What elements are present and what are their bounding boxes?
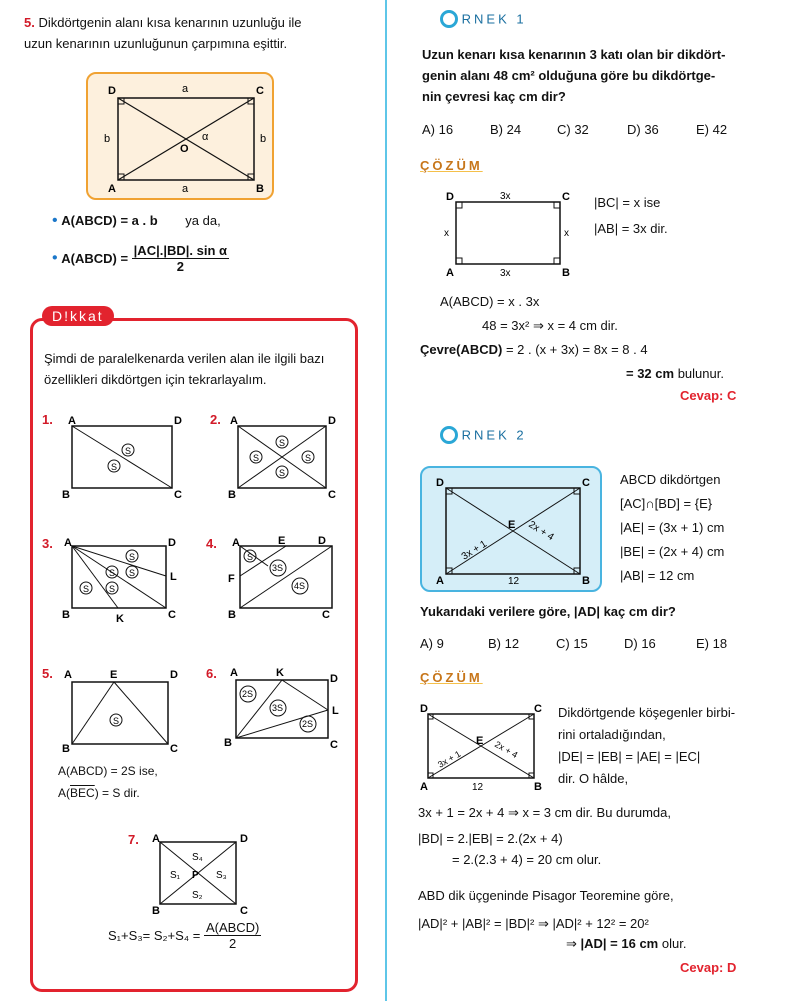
dikkat-fig4 xyxy=(206,536,346,626)
svg-text:2S: 2S xyxy=(242,689,254,699)
fig5-note xyxy=(58,760,158,804)
column-divider xyxy=(385,0,387,1001)
cozum2-figure xyxy=(414,700,544,799)
item5-text xyxy=(24,12,374,54)
svg-text:A: A xyxy=(446,267,454,279)
item5-number: 5. xyxy=(24,15,35,30)
dikkat-num-1: 1. xyxy=(42,412,53,427)
svg-text:D: D xyxy=(174,415,182,427)
cozum1-l3: Çevre(ABCD) = 2 . (x + 3x) = 8x = 8 . 4 xyxy=(420,342,648,357)
svg-text:E: E xyxy=(508,519,516,531)
svg-text:S: S xyxy=(247,552,254,562)
dikkat-intro xyxy=(44,348,344,390)
svg-text:A: A xyxy=(420,781,428,793)
svg-text:A: A xyxy=(68,415,76,427)
label-a-top: a xyxy=(182,83,189,95)
eq7-lhs: S₁+S₃= S₂+S₄ = xyxy=(108,928,201,943)
formula1-rhs: ya da, xyxy=(185,213,221,228)
svg-text:K: K xyxy=(276,667,284,679)
dikkat-fig3 xyxy=(42,536,182,626)
svg-text:B: B xyxy=(562,267,570,279)
ornek2-heading xyxy=(440,426,527,444)
svg-text:A: A xyxy=(230,415,238,427)
formula-area-sin: • A(ABCD) = $\frac{\text{|AC|.|BD|. sin α}}{2}$ xyxy=(52,243,227,274)
svg-text:A: A xyxy=(64,669,72,681)
svg-text:S: S xyxy=(279,468,286,478)
label-b-left: b xyxy=(104,133,111,145)
svg-text:C: C xyxy=(240,905,248,917)
ornek2-option-d[interactable]: D) 16 xyxy=(624,636,656,651)
formula2-den: 2 xyxy=(176,259,184,274)
svg-text:C: C xyxy=(328,489,336,501)
cozum1-given: |BC| = x ise |AB| = 3x dir. xyxy=(594,195,668,236)
ornek2-option-c[interactable]: C) 15 xyxy=(556,636,588,651)
svg-text:C: C xyxy=(582,477,590,489)
svg-text:B: B xyxy=(62,743,70,755)
cozum1-answer: Cevap: C xyxy=(680,388,737,403)
svg-text:S: S xyxy=(129,552,136,562)
label-b-right: b xyxy=(260,133,267,145)
svg-text:S: S xyxy=(109,584,116,594)
formula-area-ab: • A(ABCD) = a . b ya da, xyxy=(52,212,221,229)
cozum1-l1: A(ABCD) = x . 3x xyxy=(440,294,540,309)
svg-text:C: C xyxy=(322,609,330,621)
formula2-num: |AC|.|BD|. sin α xyxy=(133,243,227,258)
cozum2-l3: = 2.(2.3 + 4) = 20 cm olur. xyxy=(452,852,602,867)
dikkat-fig2 xyxy=(210,412,350,502)
ornek2-title: RNEK 2 xyxy=(461,427,527,443)
cozum2-answer: Cevap: D xyxy=(680,960,737,975)
svg-text:2x + 4: 2x + 4 xyxy=(493,739,520,761)
svg-text:3x + 1: 3x + 1 xyxy=(436,748,463,770)
svg-text:S: S xyxy=(125,446,132,456)
svg-text:S₄: S₄ xyxy=(192,852,203,863)
dikkat-num-4: 4. xyxy=(206,536,217,551)
svg-text:3x + 1: 3x + 1 xyxy=(459,538,489,563)
ornek-o-icon xyxy=(440,10,458,28)
eq7-fraction: $\frac{\text{A(ABCD)}}{2}$ xyxy=(205,920,260,951)
label-alpha: α xyxy=(202,131,209,143)
ornek2-option-b[interactable]: B) 12 xyxy=(488,636,520,651)
svg-text:2S: 2S xyxy=(302,719,314,729)
svg-text:E: E xyxy=(476,735,484,747)
rectangle-diagonals-diagram xyxy=(88,74,272,198)
svg-text:C: C xyxy=(562,191,570,203)
svg-text:D: D xyxy=(446,191,454,203)
svg-text:D: D xyxy=(168,537,176,549)
svg-text:A: A xyxy=(64,537,72,549)
item5-line2: uzun kenarının uzunluğunun çarpımına eşittir. xyxy=(24,36,288,51)
dikkat-fig1 xyxy=(42,412,182,502)
ornek1-option-c[interactable]: C) 32 xyxy=(557,122,589,137)
svg-text:A: A xyxy=(436,575,444,587)
svg-text:B: B xyxy=(224,737,232,749)
dikkat-num-3: 3. xyxy=(42,536,53,551)
eq7 xyxy=(108,920,261,951)
svg-text:C: C xyxy=(330,739,338,751)
svg-text:S: S xyxy=(113,716,120,726)
svg-text:S: S xyxy=(129,568,136,578)
svg-text:D: D xyxy=(170,669,178,681)
svg-text:12: 12 xyxy=(508,576,520,587)
fig5-note-b: $A(\overline{BEC}) = S$ dir. xyxy=(58,786,140,800)
ornek1-heading xyxy=(440,10,527,28)
ornek1-question: Uzun kenarı kısa kenarının 3 katı olan bir dikdört- genin alanı 48 cm² olduğuna göre bu dikdörtge- nin çevresi kaç cm dir? xyxy=(422,47,726,104)
svg-text:3x: 3x xyxy=(500,268,511,279)
svg-text:L: L xyxy=(170,571,177,583)
cozum2-title: ÇÖZÜM xyxy=(420,670,483,685)
label-A: A xyxy=(108,183,116,195)
cozum1-l4: = 32 cm bulunur. xyxy=(626,366,724,381)
dikkat-num-2: 2. xyxy=(210,412,221,427)
svg-text:D: D xyxy=(330,673,338,685)
svg-text:K: K xyxy=(116,613,124,625)
svg-text:B: B xyxy=(582,575,590,587)
ornek1-option-e[interactable]: E) 42 xyxy=(696,122,728,137)
svg-text:S: S xyxy=(253,453,260,463)
svg-text:3S: 3S xyxy=(272,703,284,713)
ornek1-option-d[interactable]: D) 36 xyxy=(627,122,659,137)
label-B: B xyxy=(256,183,264,195)
svg-text:F: F xyxy=(228,573,235,585)
cozum2-lines-a: 3x + 1 = 2x + 4 ⇒ x = 3 cm dir. Bu durumda, |BD| = 2.|EB| = 2.(2x + 4) xyxy=(418,805,671,846)
svg-text:B: B xyxy=(228,609,236,621)
svg-text:A: A xyxy=(232,537,240,549)
figure-rectangle-main xyxy=(86,72,274,200)
ornek-o-icon xyxy=(440,426,458,444)
formula2-lhs: A(ABCD) = xyxy=(61,251,129,266)
ornek2-figure-box xyxy=(420,466,602,592)
ornek2-question: Yukarıdaki verilere göre, |AD| kaç cm dir? xyxy=(420,604,676,619)
svg-text:x: x xyxy=(564,228,569,239)
ornek2-option-a[interactable]: A) 9 xyxy=(420,636,444,651)
cozum2-l6: ⇒ |AD| = 16 cm olur. xyxy=(566,936,687,951)
label-O: O xyxy=(180,143,189,155)
svg-text:3S: 3S xyxy=(272,563,284,573)
svg-text:C: C xyxy=(170,743,178,755)
cozum1-l2: 48 = 3x² ⇒ x = 4 cm dir. xyxy=(482,318,618,333)
svg-text:S: S xyxy=(279,438,286,448)
ornek2-option-e[interactable]: E) 18 xyxy=(696,636,728,651)
label-a-bottom: a xyxy=(182,183,189,195)
dikkat-intro1: Şimdi de paralelkenarda verilen alan ile ilgili bazı xyxy=(44,351,325,366)
svg-text:S: S xyxy=(305,453,312,463)
svg-text:S₂: S₂ xyxy=(192,890,203,901)
svg-text:D: D xyxy=(436,477,444,489)
svg-text:A: A xyxy=(152,833,160,845)
svg-text:A: A xyxy=(230,667,238,679)
dikkat-title: D!kkat xyxy=(42,306,114,326)
svg-text:D: D xyxy=(328,415,336,427)
svg-text:S₃: S₃ xyxy=(216,870,227,881)
cozum2-text: Dikdörtgende köşegenler birbi- rini ortaladığından, |DE| = |EB| = |AE| = |EC| dir. O hâlde, xyxy=(558,705,736,786)
svg-text:x: x xyxy=(444,228,449,239)
fig5-note-a: A(ABCD) = 2S ise, xyxy=(58,764,158,778)
svg-text:3x: 3x xyxy=(500,191,511,202)
svg-text:S: S xyxy=(111,462,118,472)
svg-text:C: C xyxy=(534,703,542,715)
item5-line1: Dikdörtgenin alanı kısa kenarının uzunluğu ile xyxy=(38,15,302,30)
svg-text:S: S xyxy=(83,584,90,594)
svg-text:D: D xyxy=(240,833,248,845)
svg-text:D: D xyxy=(420,703,428,715)
dikkat-num-6: 6. xyxy=(206,666,217,681)
svg-text:L: L xyxy=(332,705,339,717)
ornek1-option-a[interactable]: A) 16 xyxy=(422,122,454,137)
dikkat-intro2: özellikleri dikdörtgen için tekrarlayalım. xyxy=(44,372,267,387)
dikkat-fig7 xyxy=(128,830,278,920)
svg-text:P: P xyxy=(192,870,199,881)
svg-text:12: 12 xyxy=(472,782,484,793)
dikkat-num-5: 5. xyxy=(42,666,53,681)
svg-text:B: B xyxy=(152,905,160,917)
svg-text:2x + 4: 2x + 4 xyxy=(526,519,556,544)
svg-text:D: D xyxy=(318,536,326,547)
svg-text:E: E xyxy=(110,669,118,681)
cozum1-title: ÇÖZÜM xyxy=(420,158,483,173)
svg-text:B: B xyxy=(62,609,70,621)
svg-text:B: B xyxy=(62,489,70,501)
label-C: C xyxy=(256,85,264,97)
label-D: D xyxy=(108,85,116,97)
svg-text:B: B xyxy=(534,781,542,793)
svg-text:S: S xyxy=(109,568,116,578)
formula2-fraction xyxy=(132,243,229,274)
svg-text:4S: 4S xyxy=(294,581,306,591)
cozum2-lines-b: ABD dik üçgeninde Pisagor Teoremine göre, |AD|² + |AB|² = |BD|² ⇒ |AD|² + 12² = 20² xyxy=(418,888,674,931)
svg-text:B: B xyxy=(228,489,236,501)
dikkat-num-7: 7. xyxy=(128,832,139,847)
svg-text:C: C xyxy=(174,489,182,501)
dikkat-fig5 xyxy=(42,666,182,756)
svg-text:E: E xyxy=(278,536,286,547)
ornek2-given: ABCD dikdörtgen [AC]∩[BD] = {E} |AE| = (3x + 1) cm |BE| = (2x + 4) cm |AB| = 12 cm xyxy=(620,472,725,583)
ornek1-option-b[interactable]: B) 24 xyxy=(490,122,522,137)
cozum1-figure xyxy=(440,188,580,283)
svg-text:C: C xyxy=(168,609,176,621)
formula1-lhs: A(ABCD) = a . b xyxy=(61,213,158,228)
svg-text:S₁: S₁ xyxy=(170,870,181,881)
ornek1-title: RNEK 1 xyxy=(461,11,527,27)
dikkat-fig6 xyxy=(206,666,346,756)
